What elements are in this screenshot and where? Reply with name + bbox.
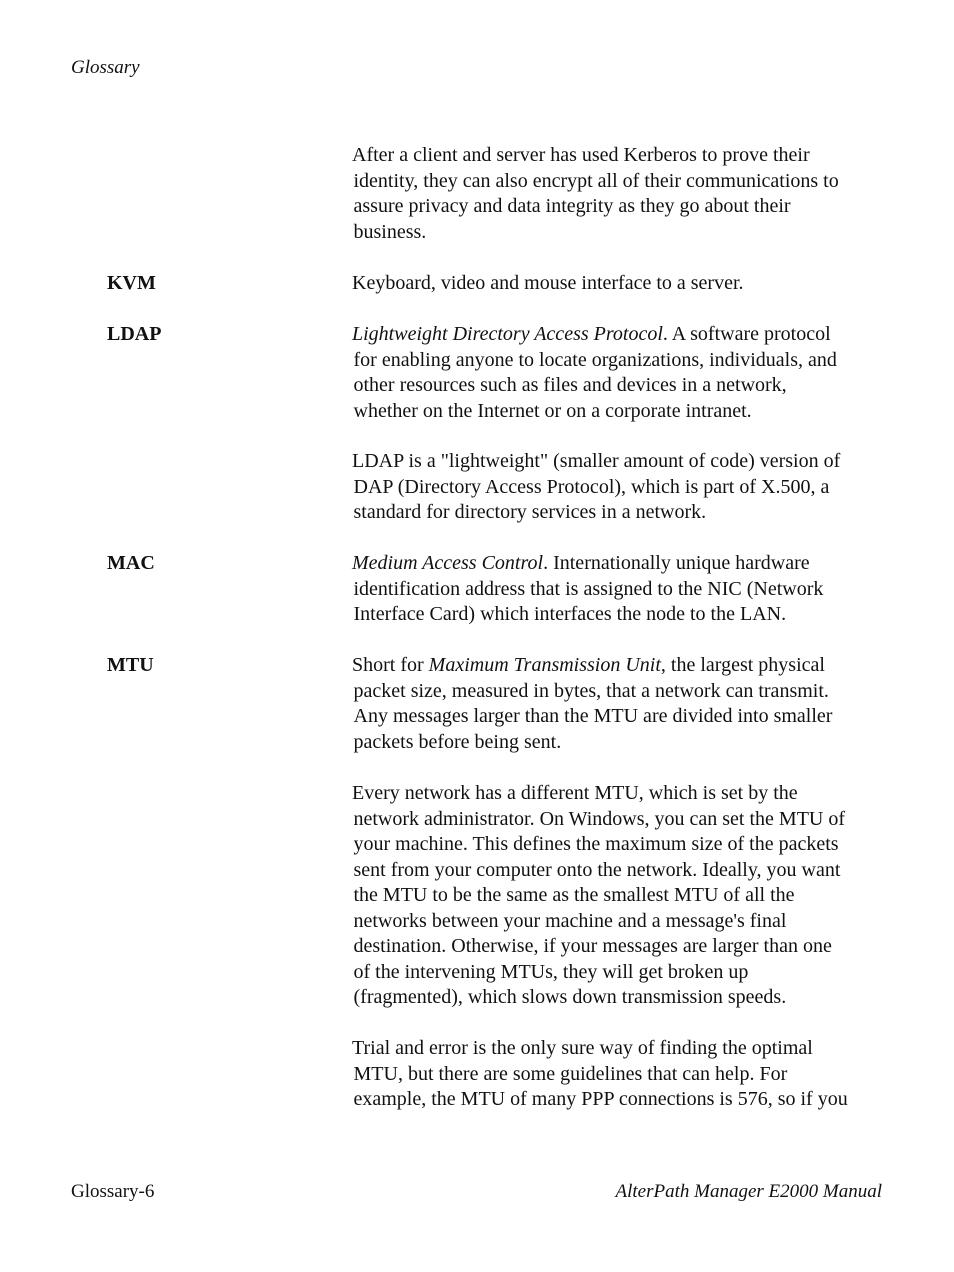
text-line: sent from your computer onto the network. Ideally, you want (353, 858, 841, 881)
text-line (352, 322, 892, 348)
text-line: destination. Otherwise, if your messages are larger than one (353, 935, 832, 957)
text-line: LDAP is a "lightweight" (smaller amount of code) version of (352, 450, 841, 472)
text-line: business. (353, 220, 427, 243)
text-line: the MTU to be the same as the smallest MTU of all the (353, 884, 795, 906)
text-line: identification address that is assigned to the NIC (Network (353, 577, 824, 600)
running-header: Glossary (71, 57, 140, 78)
ldap-expansion: Lightweight Directory Access Protocol (352, 323, 663, 345)
mtu-expansion: Maximum Transmission Unit (428, 654, 661, 676)
text-line: Interface Card) which interfaces the node to the LAN. (353, 603, 787, 625)
text-line: other resources such as files and devices in a network, (353, 374, 787, 396)
text-line: identity, they can also encrypt all of their communications to (353, 169, 839, 192)
text-line: network administrator. On Windows, you can set the MTU of (353, 807, 846, 830)
manual-title: AlterPath Manager E2000 Manual (615, 1181, 882, 1202)
text-line (352, 551, 892, 577)
text-line: of the intervening MTUs, they will get broken up (353, 960, 749, 983)
text-line: After a client and server has used Kerberos to prove their (352, 144, 810, 166)
text-line: Trial and error is the only sure way of finding the optimal (352, 1037, 813, 1059)
text-line: your machine. This defines the maximum size of the packets (353, 833, 839, 855)
text-line (352, 653, 892, 679)
ldap-definition-paragraph-1 (352, 322, 892, 424)
text-line: (fragmented), which slows down transmission speeds. (353, 986, 787, 1008)
text-line: Every network has a different MTU, which is set by the (352, 782, 798, 804)
text-line: Any messages larger than the MTU are divided into smaller (353, 705, 833, 727)
text-line: standard for directory services in a network. (353, 501, 707, 523)
text-line: assure privacy and data integrity as they go about their (353, 195, 791, 217)
glossary-term-kvm: KVM (107, 272, 156, 294)
mtu-definition-paragraph-1 (352, 653, 892, 755)
text-line: packet size, measured in bytes, that a network can transmit. (353, 679, 829, 702)
glossary-term-mtu: MTU (107, 654, 154, 676)
page-number: Glossary-6 (71, 1181, 155, 1202)
ldap-definition-paragraph-2 (352, 449, 892, 526)
text-fragment: , the largest physical (660, 654, 825, 676)
text-line: packets before being sent. (353, 730, 562, 753)
text-line: MTU, but there are some guidelines that can help. For (353, 1062, 788, 1085)
mtu-definition-paragraph-2 (352, 781, 892, 1011)
text-line: example, the MTU of many PPP connections is 576, so if you (353, 1088, 848, 1110)
mac-expansion: Medium Access Control (352, 552, 544, 574)
glossary-term-mac: MAC (107, 552, 155, 574)
kvm-definition-paragraph (352, 271, 892, 297)
text-fragment: . Internationally unique hardware (543, 552, 810, 574)
kerberos-definition-paragraph (352, 143, 892, 245)
text-line: for enabling anyone to locate organizations, individuals, and (353, 348, 837, 371)
text-line: Keyboard, video and mouse interface to a server. (352, 272, 744, 294)
text-fragment: Short for (352, 654, 429, 676)
text-fragment: . A software protocol (662, 323, 831, 345)
text-line: networks between your machine and a message's final (353, 909, 787, 932)
mac-definition-paragraph (352, 551, 892, 628)
text-line: DAP (Directory Access Protocol), which is part of X.500, a (353, 475, 830, 498)
glossary-term-ldap: LDAP (107, 323, 162, 345)
mtu-definition-paragraph-3 (352, 1036, 892, 1113)
text-line: whether on the Internet or on a corporate intranet. (353, 399, 752, 422)
